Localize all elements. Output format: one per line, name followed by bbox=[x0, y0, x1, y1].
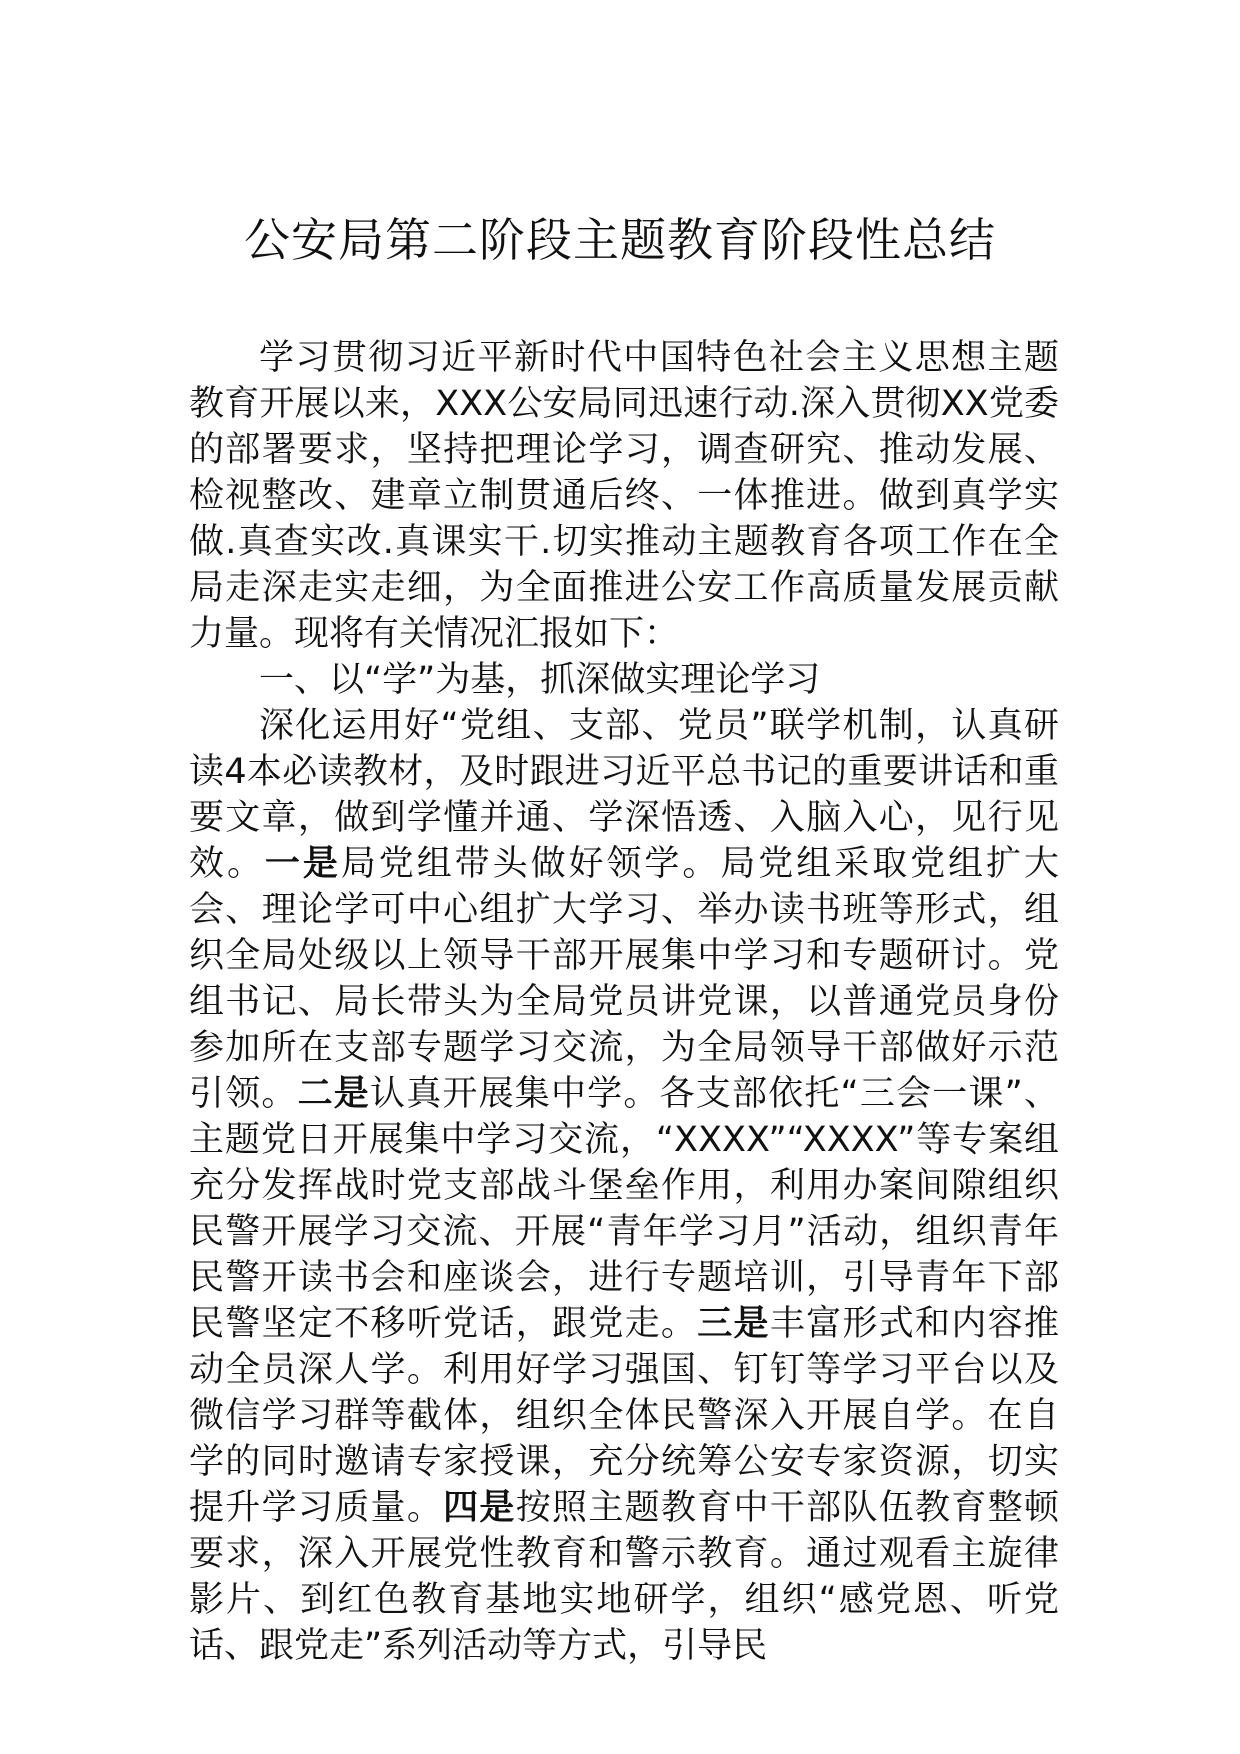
item-lead-1: 一是 bbox=[264, 844, 341, 884]
item-text-4: 按照主题教育中干部队伍教育整顿要求，深入开展党性教育和警示教育。通过观看主旋律影片、到红色教育基地实地研学，组织“感党恩、听党话、跟党走”系列活动等方式，引导民 bbox=[189, 1488, 1059, 1666]
item-text-3: 丰富形式和内容推动全员深人学。利用好学习强国、钉钉等学习平台以及微信学习群等截体，组织全体民警深入开展自学。在自学的同时邀请专家授课，充分统筹公安专家资源，切实提升学习质量。 bbox=[189, 1304, 1059, 1528]
intro-paragraph: 学习贯彻习近平新时代中国特色社会主义思想主题教育开展以来，XXX公安局同迅速行动.深入贯彻XX党委的部署要求，坚持把理论学习，调查研究、推动发展、检视整改、建章立制贯通后终、一体推进。做到真学实做.真查实改.真课实干.切实推动主题教育各项工作在全局走深走实走细，为全面推进公安工作高质量发展贡献力量。现将有关情况汇报如下： bbox=[189, 338, 1059, 654]
section-heading: 一、以“学”为基，抓深做实理论学习 bbox=[259, 660, 821, 700]
section-paragraph bbox=[189, 703, 1059, 1669]
document-title: 公安局第二阶段主题教育阶段性总结 bbox=[244, 213, 996, 267]
item-lead-2: 二是 bbox=[297, 1074, 370, 1114]
item-lead-3: 三是 bbox=[697, 1304, 770, 1344]
document-body bbox=[189, 335, 1059, 1669]
item-text-2: 认真开展集中学。各支部依托“三会一课”、主题党日开展集中学习交流，“XXXX”“XXXX”等专案组充分发挥战时党支部战斗堡垒作用，利用办案间隙组织民警开展学习交流、开展“青年学习月”活动，组织青年民警开读书会和座谈会，进行专题培训，引导青年下部民警坚定不移听党话，跟党走。 bbox=[189, 1074, 1059, 1344]
item-text-1: 局党组带头做好领学。局党组采取党组扩大会、理论学可中心组扩大学习、举办读书班等形式，组织全局处级以上领导干部开展集中学习和专题研讨。党组书记、局长带头为全局党员讲党课，以普通党员身份参加所在支部专题学习交流，为全局领导干部做好示范引领。 bbox=[189, 844, 1059, 1114]
item-lead-4: 四是 bbox=[443, 1488, 516, 1528]
section-intro-text: 深化运用好“党组、支部、党员”联学机制，认真研读4本必读教材，及时跟进习近平总书记的重要讲话和重要文章，做到学懂并通、学深悟透、入脑入心，见行见效。 bbox=[189, 706, 1059, 884]
